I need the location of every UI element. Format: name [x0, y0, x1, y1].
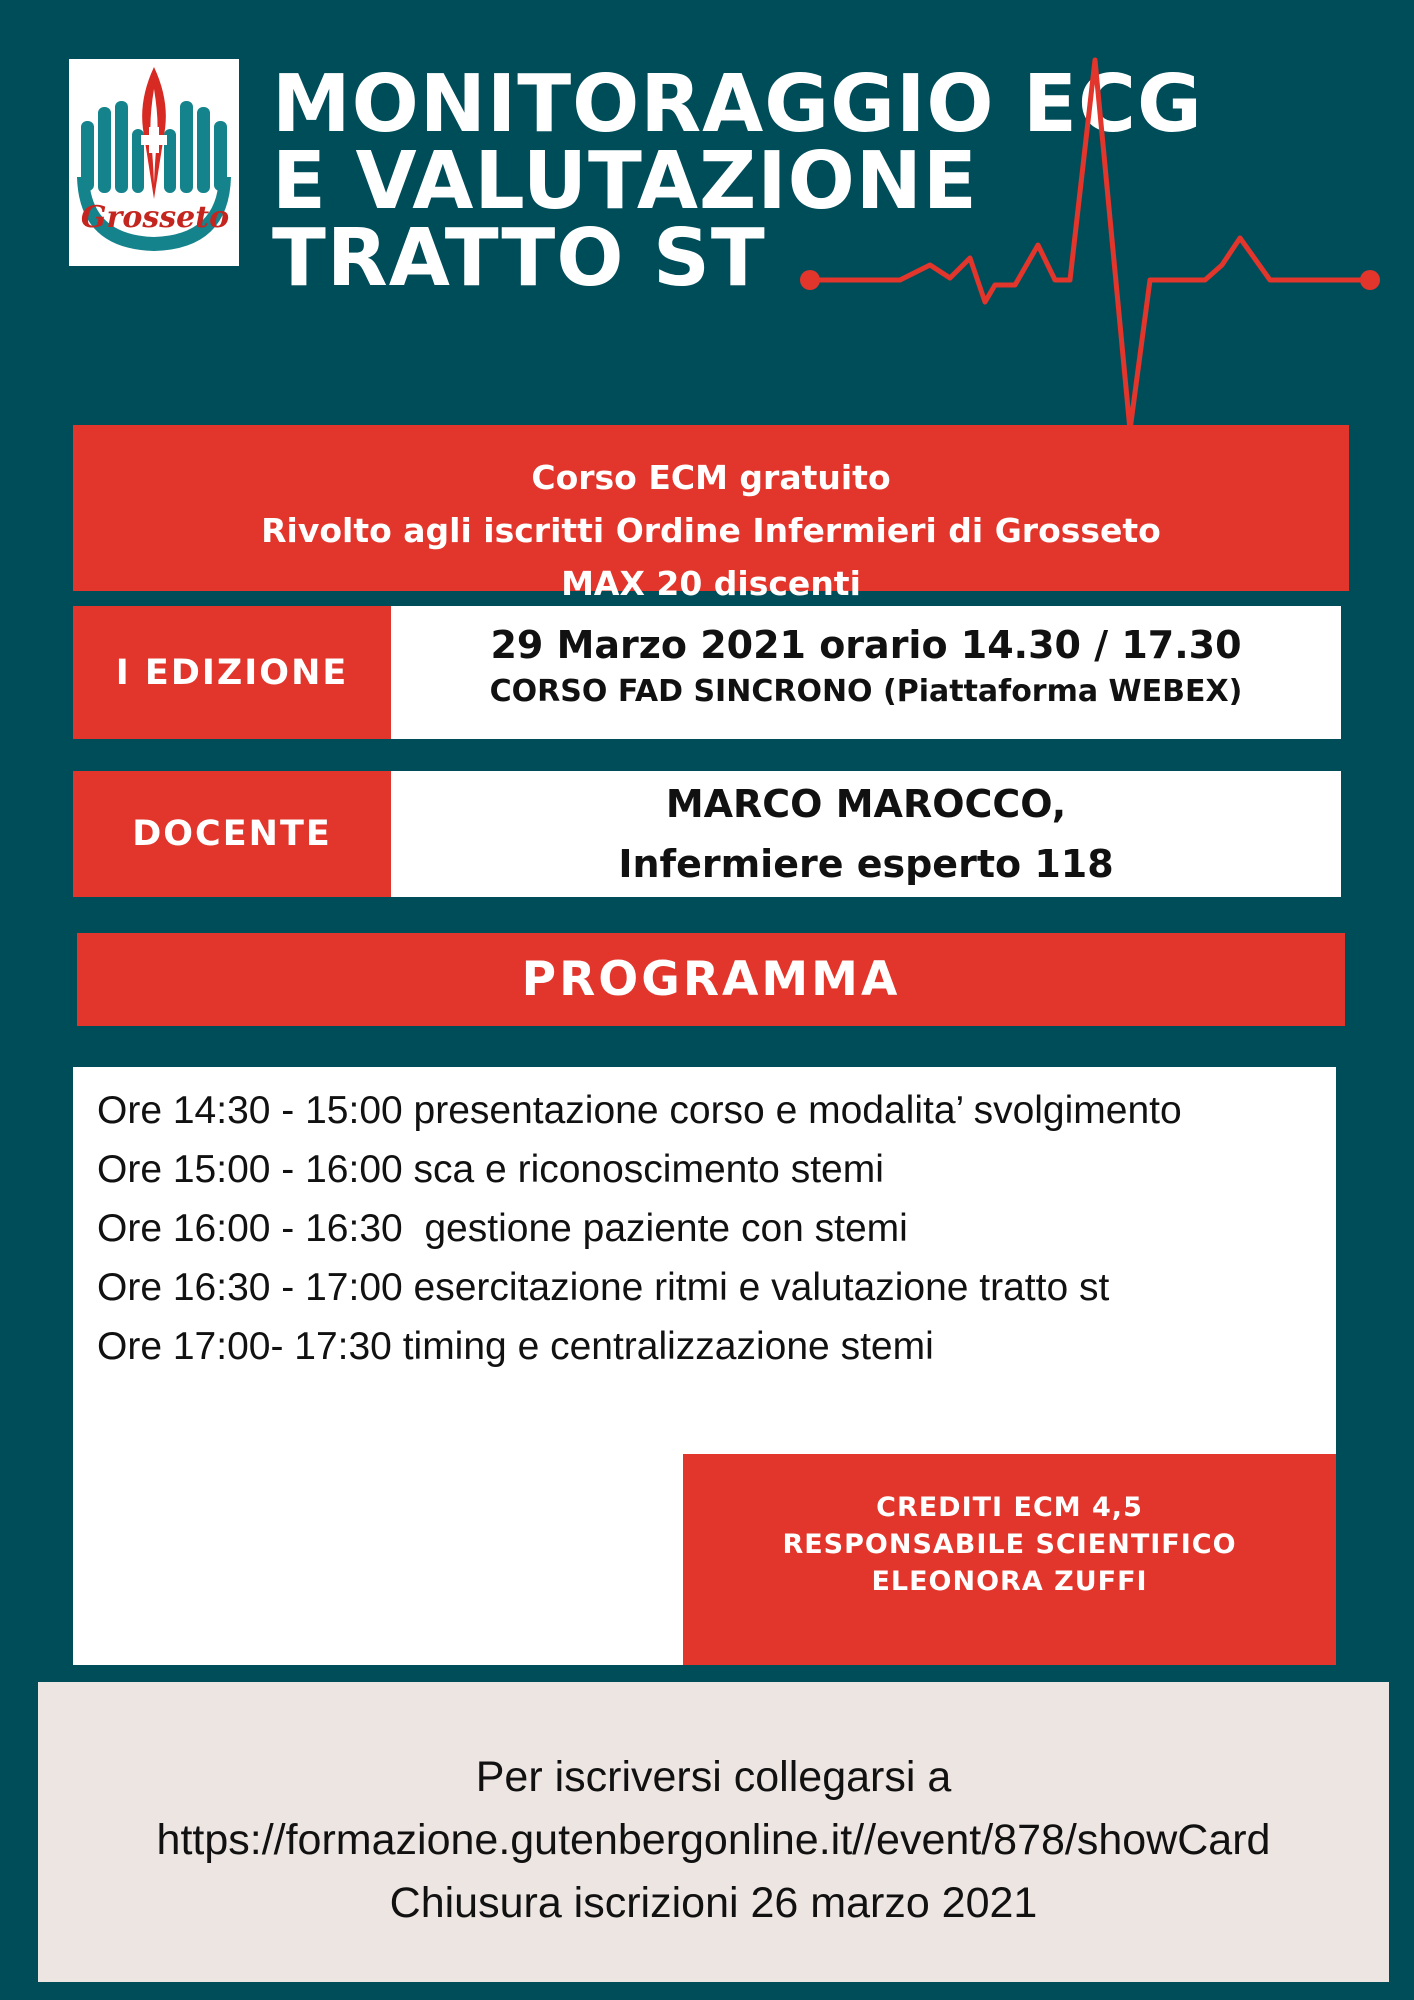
edition-date-time: 29 Marzo 2021 orario 14.30 / 17.30	[490, 623, 1242, 667]
registration-footer	[38, 1682, 1389, 1982]
intro-line-2: Rivolto agli iscritti Ordine Infermieri di Grosseto	[261, 511, 1161, 550]
registration-link[interactable]: https://formazione.gutenbergonline.it//event/878/showCard	[156, 1816, 1271, 1864]
intro-line-1: Corso ECM gratuito	[531, 458, 891, 497]
program-item: Ore 17:00- 17:30 timing e centralizzazione stemi	[97, 1325, 934, 1368]
footer-line-3: Chiusura iscrizioni 26 marzo 2021	[389, 1879, 1038, 1927]
credits-line-2: RESPONSABILE SCIENTIFICO	[782, 1529, 1237, 1560]
edition-label: I EDIZIONE	[73, 606, 391, 739]
teacher-name: MARCO MAROCCO,	[665, 782, 1067, 826]
ecg-heartbeat-line-icon	[790, 40, 1390, 450]
edition-row	[73, 606, 1341, 739]
teacher-role: Infermiere esperto 118	[618, 842, 1114, 886]
nurses-order-logo-icon	[69, 59, 239, 266]
title-line-1: MONITORAGGIO ECG	[272, 58, 1203, 150]
teacher-row	[73, 771, 1341, 897]
program-item: Ore 14:30 - 15:00 presentazione corso e modalita’ svolgimento	[97, 1089, 1182, 1132]
edition-details	[391, 606, 1341, 739]
program-heading: PROGRAMMA	[77, 933, 1345, 1026]
edition-mode: CORSO FAD SINCRONO (Piattaforma WEBEX)	[489, 674, 1243, 709]
credits-box	[683, 1454, 1336, 1665]
program-item: Ore 16:00 - 16:30 gestione paziente con stemi	[97, 1207, 908, 1250]
teacher-details	[391, 771, 1341, 897]
intro-banner	[73, 425, 1349, 603]
credits-line-1: CREDITI ECM 4,5	[876, 1492, 1143, 1523]
credits-line-3: ELEONORA ZUFFI	[871, 1566, 1148, 1597]
logo-text: Grosseto	[80, 200, 230, 235]
intro-line-3: MAX 20 discenti	[561, 564, 861, 603]
teacher-label: DOCENTE	[73, 771, 391, 897]
program-item: Ore 15:00 - 16:00 sca e riconoscimento stemi	[97, 1148, 884, 1191]
footer-line-1: Per iscriversi collegarsi a	[475, 1753, 952, 1801]
title-line-2: E VALUTAZIONE	[272, 135, 978, 227]
logo	[69, 59, 239, 266]
program-item: Ore 16:30 - 17:00 esercitazione ritmi e valutazione tratto st	[97, 1266, 1110, 1309]
title-line-3: TRATTO ST	[272, 212, 766, 304]
program-list	[97, 1081, 1182, 1376]
